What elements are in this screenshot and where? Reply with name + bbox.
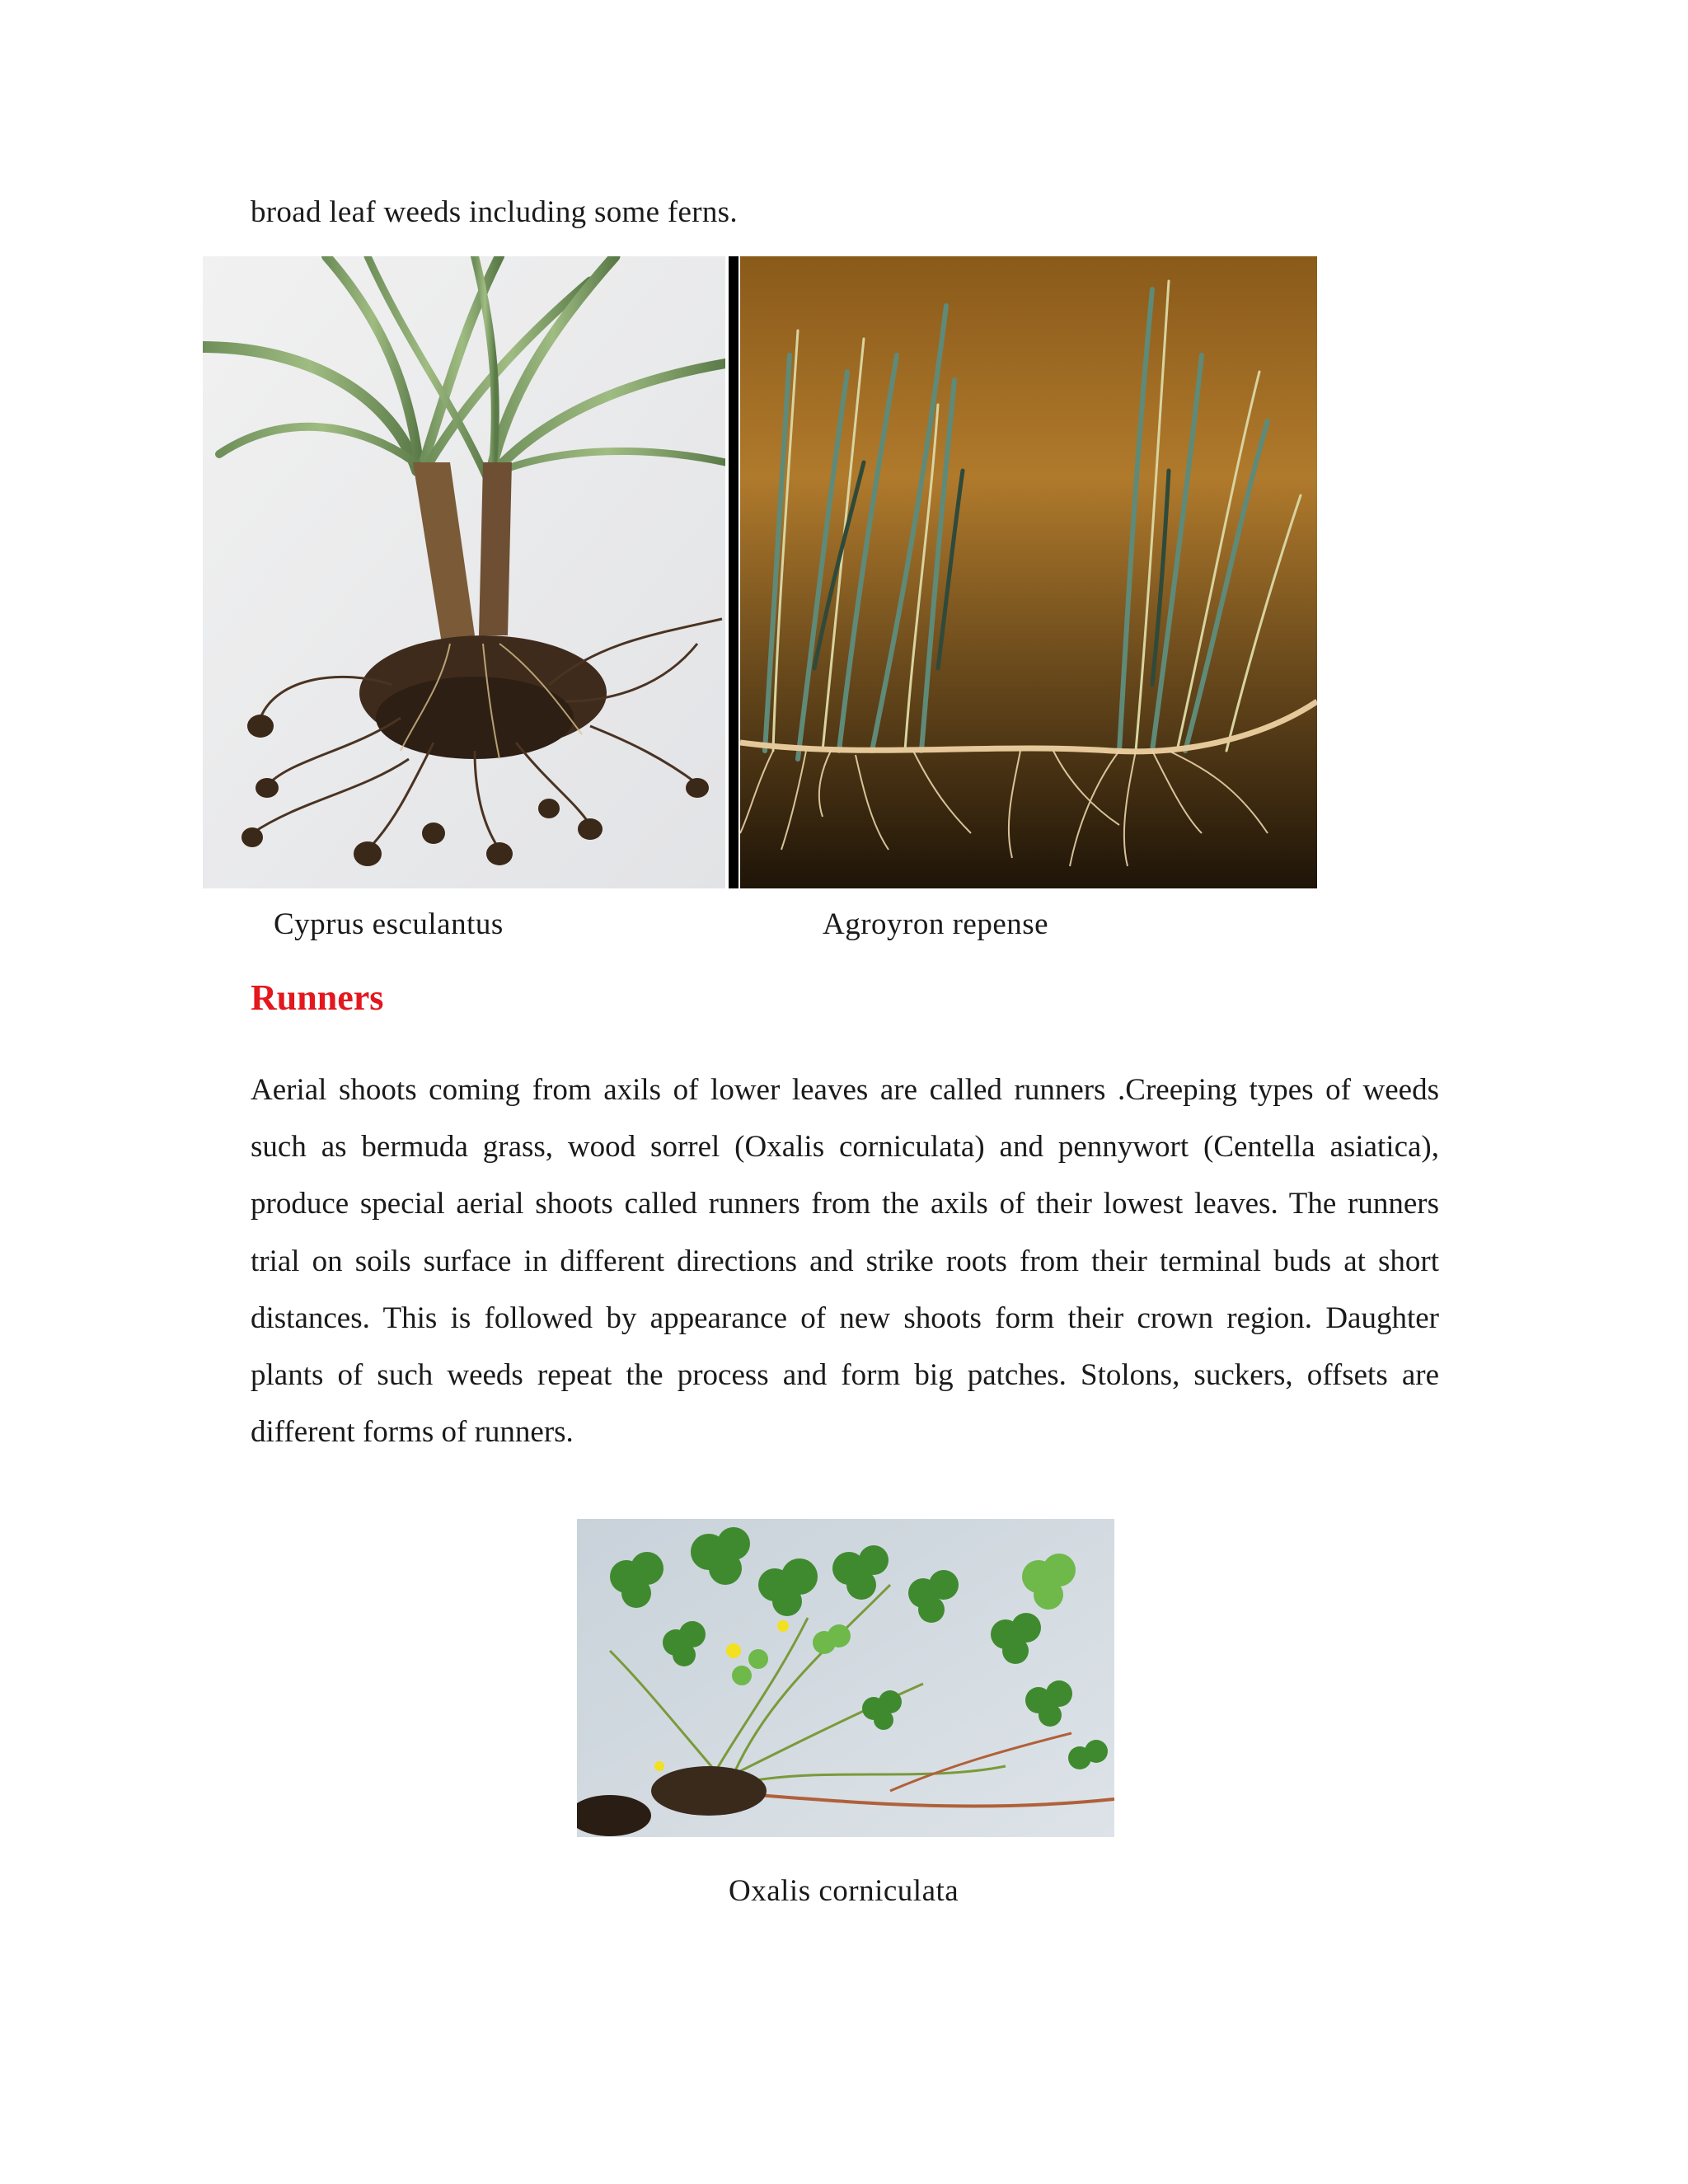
caption-cyperus: Cyprus esculantus <box>274 907 504 941</box>
runners-paragraph: Aerial shoots coming from axils of lower leaves are called runners .Creeping types of weeds such as bermuda grass, wood sorrel (Oxalis corniculata) and pennywort (Centella asiatica), produce special aerial shoots called runners from the axils of their lowest leaves. The runners trial on soils surface in different directions and strike roots from their terminal buds at short distances. This is followed by appearance of new shoots form their crown region. Daughter plants of such weeds repeat the process and form big patches. Stolons, suckers, offsets are different forms of runners. <box>251 1073 1439 1450</box>
section-heading: Runners <box>251 977 384 1018</box>
intro-line: broad leaf weeds including some ferns. <box>251 195 738 229</box>
caption-agropyron: Agroyron repense <box>823 907 1049 941</box>
agropyron-photo <box>740 256 1317 888</box>
figure-divider <box>729 256 738 888</box>
caption-oxalis: Oxalis corniculata <box>729 1874 959 1908</box>
oxalis-photo <box>577 1519 1114 1837</box>
cyperus-photo <box>203 256 725 888</box>
